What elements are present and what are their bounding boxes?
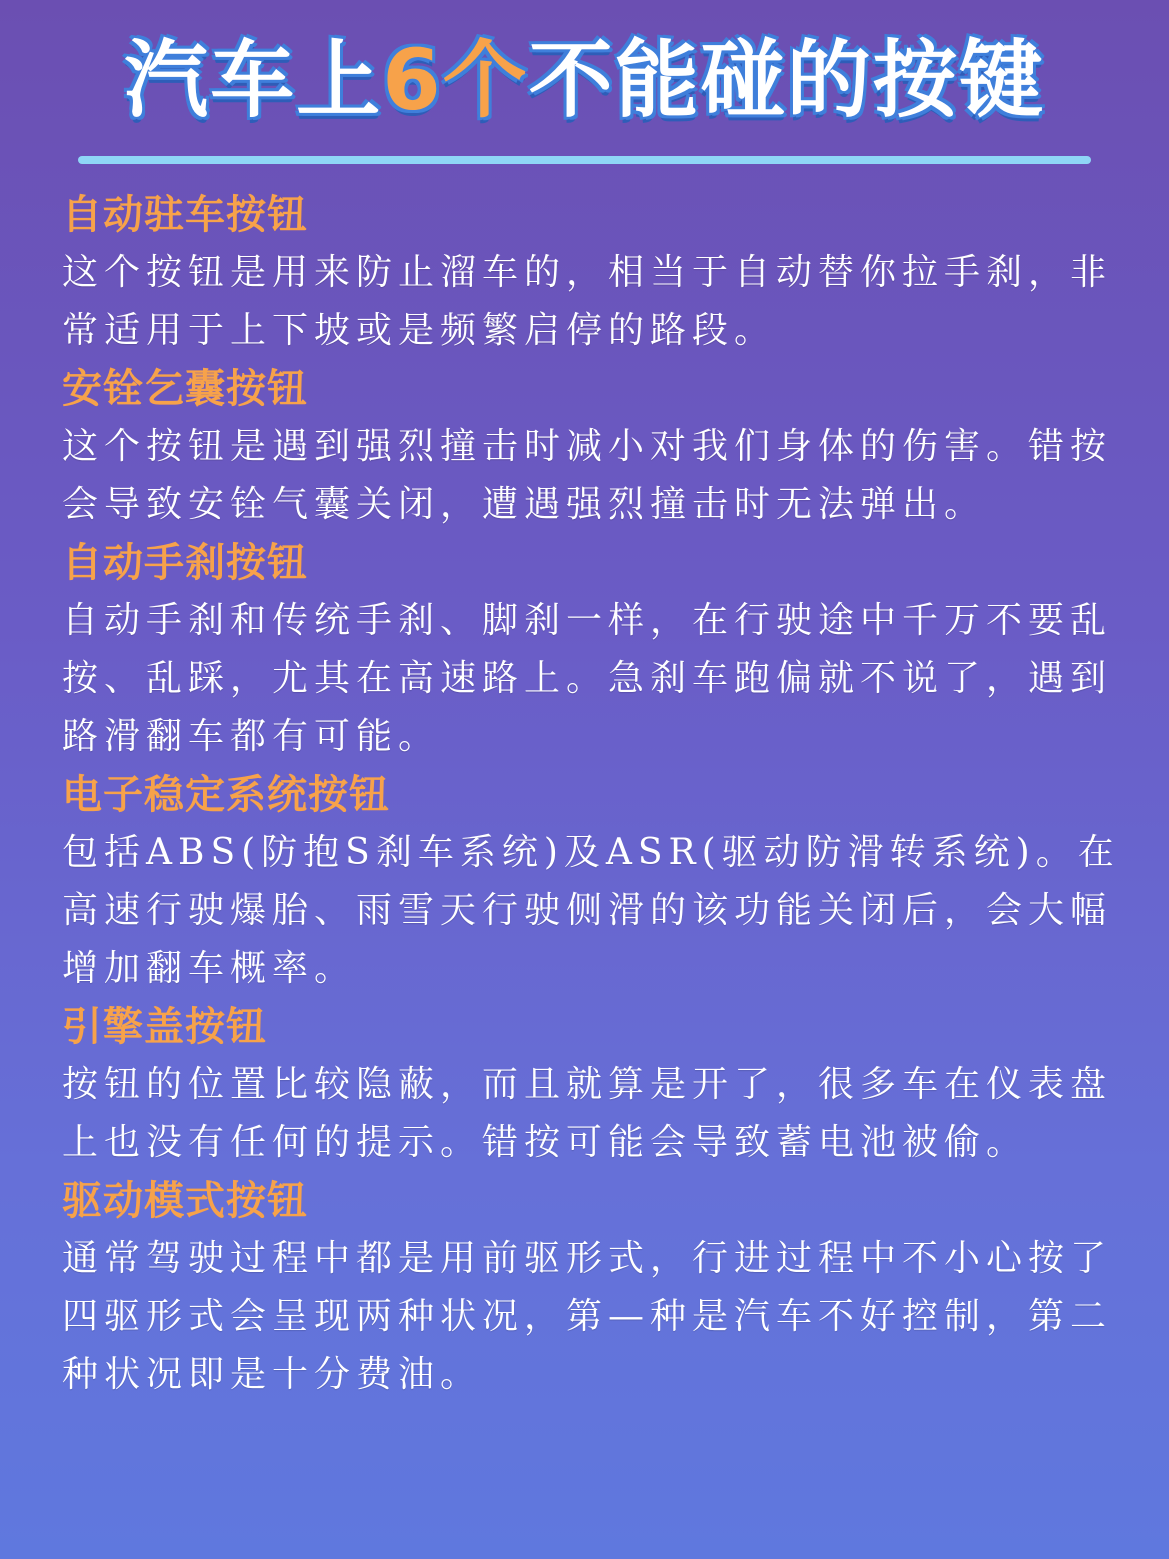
section-body: 这个按钮是用来防止溜车的，相当于自动替你拉手刹，非常适用于上下坡或是频繁启停的路段。 bbox=[62, 252, 1113, 351]
section-body: 这个按钮是遇到强烈撞击时减小对我们身体的伤害。错按会导致安铨气囊关闭，遭遇强烈撞击时无法弹出。 bbox=[62, 426, 1113, 525]
section-title: 电子稳定系统按钮 bbox=[62, 772, 390, 818]
title-wrap bbox=[0, 31, 1169, 129]
title-part-1: 汽车上 bbox=[124, 31, 383, 129]
page-title bbox=[124, 31, 1045, 129]
section-auto-handbrake bbox=[62, 534, 1122, 766]
title-part-2: 不能碰的按键 bbox=[528, 31, 1045, 129]
section-drive-mode bbox=[62, 1172, 1122, 1404]
section-body: 包括ABS(防抱S刹车系统)及ASR(驱动防滑转系统)。在高速行驶爆胎、雨雪天行驶侧滑的该功能关闭后，会大幅增加翻车概率。 bbox=[62, 832, 1120, 989]
section-auto-hold bbox=[62, 186, 1122, 360]
section-body: 通常驾驶过程中都是用前驱形式，行进过程中不小心按了四驱形式会呈现两种状况，第—种是汽车不好控制，第二种状况即是十分费油。 bbox=[62, 1238, 1113, 1395]
title-accent: 6个 bbox=[382, 31, 529, 129]
section-stability-control bbox=[62, 766, 1122, 998]
section-body: 按钮的位置比较隐蔽，而且就算是开了，很多车在仪表盘上也没有任何的提示。错按可能会导致蓄电池被偷。 bbox=[62, 1064, 1113, 1163]
section-hood bbox=[62, 998, 1122, 1172]
section-body: 自动手刹和传统手刹、脚刹一样，在行驶途中千万不要乱按、乱踩，尤其在高速路上。急刹车跑偏就不说了，遇到路滑翻车都有可能。 bbox=[62, 600, 1113, 757]
title-divider bbox=[78, 156, 1091, 164]
section-title: 安铨乞囊按钮 bbox=[62, 366, 308, 412]
section-title: 驱动模式按钮 bbox=[62, 1178, 308, 1224]
section-title: 引擎盖按钮 bbox=[62, 1004, 267, 1050]
section-title: 自动驻车按钮 bbox=[62, 192, 308, 238]
content bbox=[62, 186, 1122, 1404]
section-title: 自动手刹按钮 bbox=[62, 540, 308, 586]
section-airbag bbox=[62, 360, 1122, 534]
